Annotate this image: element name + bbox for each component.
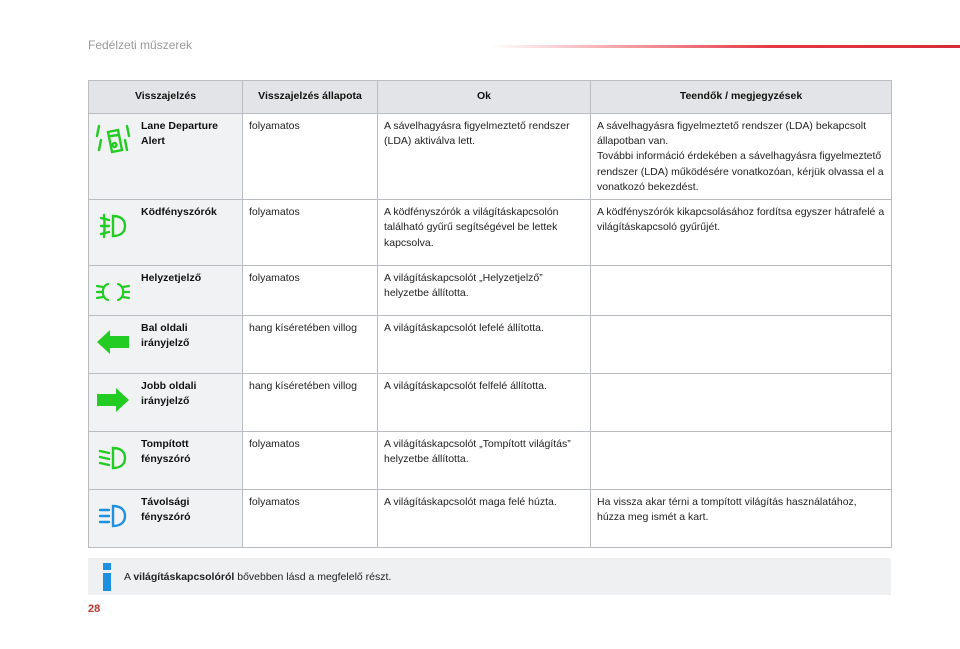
action-cell [591, 316, 892, 374]
indicator-name: Lane Departure Alert [141, 120, 219, 148]
state-cell: folyamatos [243, 114, 378, 200]
cause-cell: A világításkapcsolót „Helyzetjelző” helyzetbe állította. [378, 266, 591, 316]
indicator-cell [89, 490, 243, 548]
column-header: Ok [378, 81, 591, 114]
indicator-cell [89, 114, 243, 200]
note-suffix: bővebben lásd a megfelelő részt. [234, 570, 392, 583]
column-header: Teendők / megjegyzések [591, 81, 892, 114]
cause-cell: A ködfényszórók a világításkapcsolón található gyűrű segítségével be lettek kapcsolva. [378, 200, 591, 266]
main-beam-icon [95, 498, 131, 534]
indicator-cell [89, 316, 243, 374]
cause-cell: A sávelhagyásra figyelmeztető rendszer (LDA) aktiválva lett. [378, 114, 591, 200]
indicator-name: Helyzetjelző [141, 272, 202, 285]
note-prefix: A [124, 570, 134, 583]
indicator-cell [89, 432, 243, 490]
column-header: Visszajelzés [89, 81, 243, 114]
indicator-name: Bal oldali irányjelző [141, 322, 190, 350]
info-icon [96, 562, 118, 592]
action-cell: A ködfényszórók kikapcsolásához fordítsa egyszer hátrafelé a világításkapcsoló gyűrűjét. [591, 200, 892, 266]
position-light-icon [95, 274, 131, 310]
action-cell [591, 374, 892, 432]
table-row [89, 432, 892, 490]
indicator-name: Tompított fényszóró [141, 438, 191, 466]
table-row [89, 114, 892, 200]
table-row [89, 316, 892, 374]
state-cell: folyamatos [243, 490, 378, 548]
cause-cell: A világításkapcsolót lefelé állította. [378, 316, 591, 374]
lane-departure-icon [95, 122, 131, 158]
page-number: 28 [88, 603, 101, 615]
indicator-cell [89, 374, 243, 432]
section-title: Fedélzeti műszerek [88, 38, 193, 52]
action-cell [591, 432, 892, 490]
info-note-text [124, 571, 391, 583]
cause-cell: A világításkapcsolót „Tompított világítás” helyzetbe állította. [378, 432, 591, 490]
indicator-cell [89, 200, 243, 266]
cause-cell: A világításkapcsolót maga felé húzta. [378, 490, 591, 548]
column-header: Visszajelzés állapota [243, 81, 378, 114]
state-cell: hang kíséretében villog [243, 316, 378, 374]
cause-cell: A világításkapcsolót felfelé állította. [378, 374, 591, 432]
table-header-row [89, 81, 892, 114]
left-turn-signal-icon [95, 324, 131, 360]
table-row [89, 266, 892, 316]
state-cell: folyamatos [243, 200, 378, 266]
right-turn-signal-icon [95, 382, 131, 418]
state-cell: hang kíséretében villog [243, 374, 378, 432]
info-note [88, 558, 891, 595]
indicator-name: Távolsági fényszóró [141, 496, 191, 524]
indicator-cell [89, 266, 243, 316]
action-cell [591, 266, 892, 316]
state-cell: folyamatos [243, 432, 378, 490]
indicator-name: Ködfényszórók [141, 206, 217, 219]
warning-lights-table [88, 80, 892, 548]
action-cell: A sávelhagyásra figyelmeztető rendszer (LDA) bekapcsolt állapotban van. További információ érdekében a sávelhagyásra figyelmeztető rendszer (LDA) működésére vonatkozóan, kérjük olvassa el a vonatkozó bekezdést. [591, 114, 892, 200]
indicator-name: Jobb oldali irányjelző [141, 380, 197, 408]
front-fog-light-icon [95, 208, 131, 244]
header-rule [490, 45, 960, 48]
state-cell: folyamatos [243, 266, 378, 316]
dipped-beam-icon [95, 440, 131, 476]
table-row [89, 490, 892, 548]
action-cell: Ha vissza akar térni a tompított világítás használatához, húzza meg ismét a kart. [591, 490, 892, 548]
table-row [89, 374, 892, 432]
note-link-term: világításkapcsolóról [133, 570, 235, 583]
table-row [89, 200, 892, 266]
